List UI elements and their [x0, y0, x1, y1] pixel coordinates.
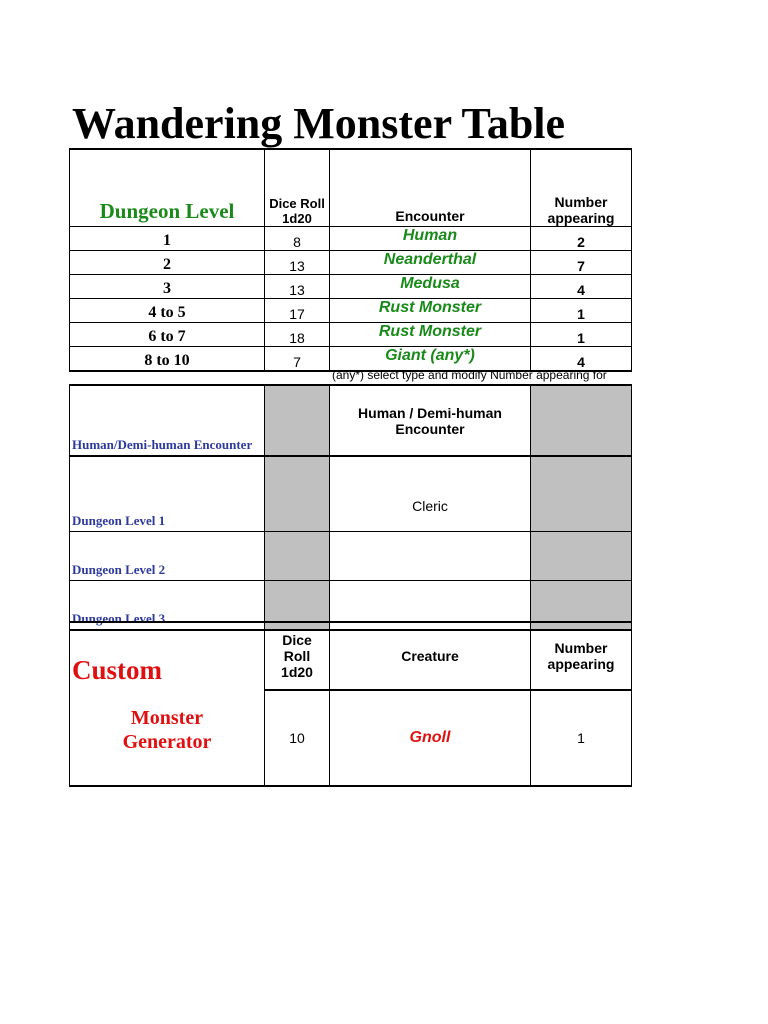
dungeon-level-cell: 6 to 7	[70, 323, 265, 347]
header-number-line2: appearing	[547, 656, 615, 672]
encounter-cell: Cleric	[330, 456, 531, 532]
dungeon-level-cell: 1	[70, 227, 265, 251]
table-row	[70, 323, 632, 347]
encounter-cell: Giant (any*)	[330, 347, 531, 372]
header-dice-roll	[265, 622, 330, 690]
custom-label-cell	[70, 622, 265, 690]
dice-roll-cell: 7	[265, 347, 330, 372]
encounter-cell: Rust Monster	[330, 299, 531, 323]
header-dice-line2: Roll	[283, 648, 311, 664]
header-dice-line3: 1d20	[281, 664, 313, 680]
number-cell: 7	[531, 251, 632, 275]
header-number-line1: Number	[554, 194, 608, 210]
dungeon-level-cell: 3	[70, 275, 265, 299]
dungeon-level-label: Dungeon Level 1	[70, 456, 265, 532]
dice-roll-cell: 17	[265, 299, 330, 323]
header-line1: Human / Demi-human	[358, 404, 502, 421]
grey-cell	[531, 456, 632, 532]
dice-roll-cell: 13	[265, 251, 330, 275]
human-demihuman-label: Human/Demi-human Encounter	[70, 385, 265, 456]
dungeon-level-cell: 4 to 5	[70, 299, 265, 323]
header-dungeon-level: Dungeon Level	[70, 149, 265, 227]
dice-roll-cell: 13	[265, 275, 330, 299]
header-encounter: Encounter	[330, 149, 531, 227]
any-footnote: (any*) select type and modify Number appearing for	[332, 368, 607, 382]
generator-line2: Generator	[122, 731, 212, 753]
custom-label: Custom	[72, 655, 163, 685]
grey-cell	[265, 456, 330, 532]
grey-cell	[265, 385, 330, 456]
dungeon-level-cell: 2	[70, 251, 265, 275]
header-dice-line1: Dice	[282, 632, 312, 648]
human-demihuman-table	[69, 384, 632, 631]
grey-cell	[265, 532, 330, 581]
number-cell: 1	[531, 323, 632, 347]
header-number-appearing	[531, 149, 632, 227]
table-header-row	[70, 385, 632, 456]
number-cell: 2	[531, 227, 632, 251]
header-dice-roll	[265, 149, 330, 227]
encounter-cell: Neanderthal	[330, 251, 531, 275]
number-cell: 4	[531, 275, 632, 299]
header-number-line2: appearing	[547, 210, 615, 226]
page-title: Wandering Monster Table	[72, 99, 566, 148]
header-number-appearing	[531, 622, 632, 690]
table-row	[70, 251, 632, 275]
encounter-cell: Rust Monster	[330, 323, 531, 347]
number-cell: 4	[531, 347, 632, 372]
table-row	[70, 532, 632, 581]
dice-roll-cell: 8	[265, 227, 330, 251]
dungeon-level-label: Dungeon Level 3	[70, 581, 265, 631]
creature-cell: Gnoll	[330, 690, 531, 786]
table-header-row	[70, 149, 632, 227]
grey-cell	[531, 532, 632, 581]
table-row	[70, 227, 632, 251]
dungeon-level-cell: 8 to 10	[70, 347, 265, 372]
header-dice-roll-line1: Dice Roll	[269, 196, 325, 211]
table-row	[70, 456, 632, 532]
table-header-row	[70, 622, 632, 690]
dice-roll-cell: 10	[265, 690, 330, 786]
monster-generator-label	[70, 690, 265, 786]
header-line2: Encounter	[395, 420, 465, 437]
encounter-cell	[330, 532, 531, 581]
header-dice-roll-line2: 1d20	[282, 211, 312, 226]
number-cell: 1	[531, 299, 632, 323]
header-number-line1: Number	[554, 640, 608, 656]
header-creature: Creature	[330, 622, 531, 690]
encounter-cell: Human	[330, 227, 531, 251]
grey-cell	[531, 385, 632, 456]
table-row	[70, 690, 632, 786]
custom-monster-table	[69, 621, 632, 787]
generator-line1: Monster	[130, 707, 204, 729]
number-cell: 1	[531, 690, 632, 786]
table-row	[70, 275, 632, 299]
header-human-demihuman-encounter	[330, 385, 531, 456]
dungeon-level-label: Dungeon Level 2	[70, 532, 265, 581]
table-row	[70, 299, 632, 323]
dice-roll-cell: 18	[265, 323, 330, 347]
encounter-cell: Medusa	[330, 275, 531, 299]
dungeon-level-table	[69, 148, 632, 372]
